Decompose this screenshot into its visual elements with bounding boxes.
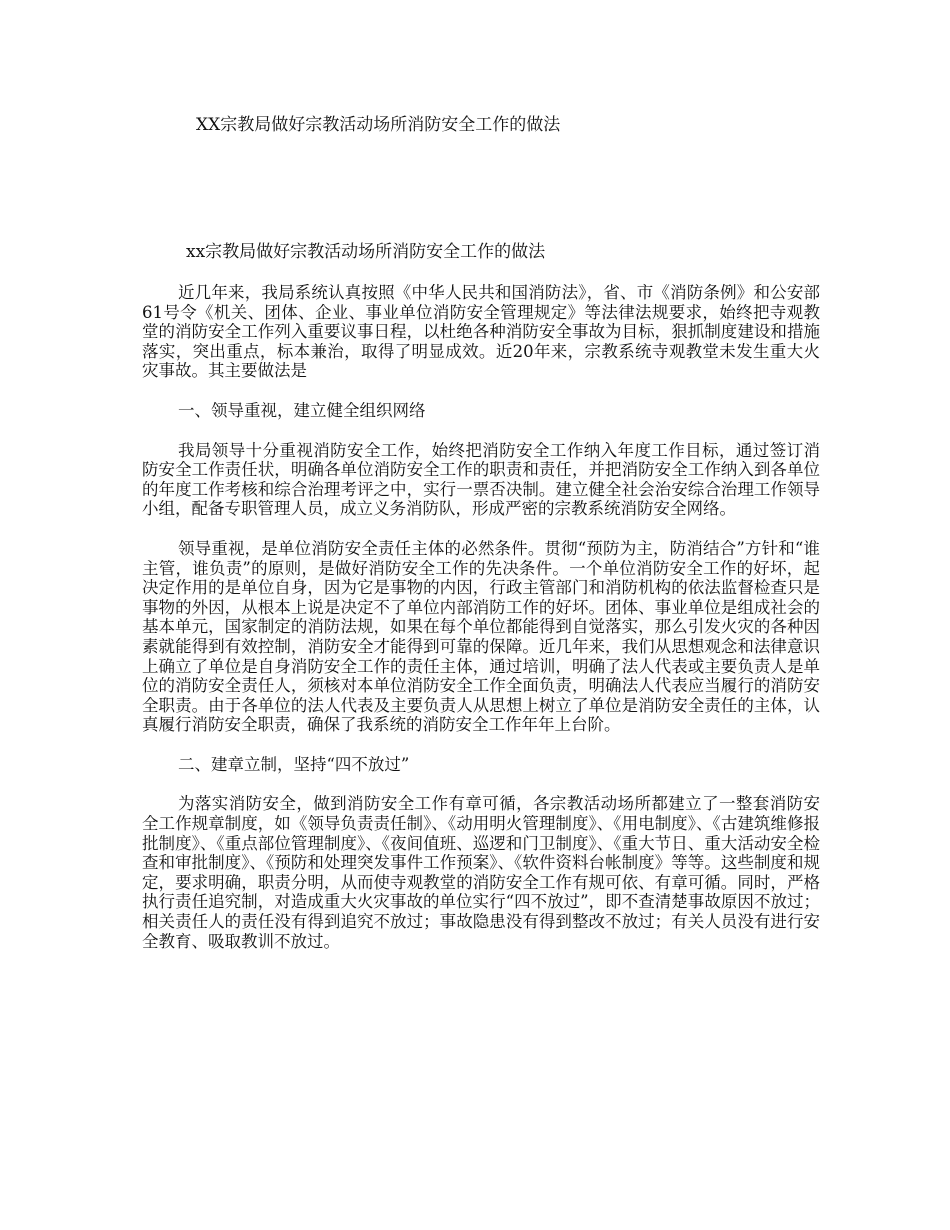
document-title: XX宗教局做好宗教活动场所消防安全工作的做法 bbox=[196, 115, 561, 135]
section-heading-2: 二、建章立制，坚持“四不放过” bbox=[178, 754, 410, 774]
section2-paragraph-1: 为落实消防安全，做到消防安全工作有章可循，各宗教活动场所都建立了一整套消防安全工作规章制度，如《领导负责责任制》、《动用明火管理制度》、《用电制度》、《古建筑维修报批制度》、《重点部位管理制度》、《夜间值班、巡逻和门卫制度》、《重大节日、重大活动安全检查和审批制度》、《预防和处理突发事件工作预案》、《软件资料台帐制度》等等。这些制度和规定，要求明确，职责分明，从而使寺观教堂的消防安全工作有规可依、有章可循。同时，严格执行责任追究制，对造成重大火灾事故的单位实行“四不放过”，即不查清楚事故原因不放过；相关责任人的责任没有得到追究不放过；事故隐患没有得到整改不放过；有关人员没有进行安全教育、吸取教训不放过。 bbox=[142, 794, 820, 951]
section1-paragraph-1: 我局领导十分重视消防安全工作，始终把消防安全工作纳入年度工作目标，通过签订消防安全工作责任状，明确各单位消防安全工作的职责和责任，并把消防安全工作纳入到各单位的年度工作考核和综合治理考评之中，实行一票否决制。建立健全社会治安综合治理工作领导小组，配备专职管理人员，成立义务消防队，形成严密的宗教系统消防安全网络。 bbox=[142, 440, 820, 519]
document-subtitle: xx宗教局做好宗教活动场所消防安全工作的做法 bbox=[186, 242, 546, 262]
intro-paragraph: 近几年来，我局系统认真按照《中华人民共和国消防法》，省、市《消防条例》和公安部61号令《机关、团体、企业、事业单位消防安全管理规定》等法律法规要求，始终把寺观教堂的消防安全工作列入重要议事日程，以杜绝各种消防安全事故为目标，狠抓制度建设和措施落实，突出重点，标本兼治，取得了明显成效。近20年来，宗教系统寺观教堂未发生重大火灾事故。其主要做法是 bbox=[142, 283, 820, 381]
section-heading-1: 一、领导重视，建立健全组织网络 bbox=[178, 400, 426, 420]
section1-paragraph-2: 领导重视，是单位消防安全责任主体的必然条件。贯彻“预防为主，防消结合”方针和“谁主管，谁负责”的原则，是做好消防安全工作的先决条件。一个单位消防安全工作的好坏，起决定作用的是单位自身，因为它是事物的内因，行政主管部门和消防机构的依法监督检查只是事物的外因，从根本上说是决定不了单位内部消防工作的好坏。团体、事业单位是组成社会的基本单元，国家制定的消防法规，如果在每个单位都能得到自觉落实，那么引发火灾的各种因素就能得到有效控制，消防安全才能得到可靠的保障。近几年来，我们从思想观念和法律意识上确立了单位是自身消防安全工作的责任主体，通过培训，明确了法人代表或主要负责人是单位的消防安全责任人，须核对本单位消防安全工作全面负责，明确法人代表应当履行的消防安全职责。由于各单位的法人代表及主要负责人从思想上树立了单位是消防安全责任的主体，认真履行消防安全职责，确保了我系统的消防安全工作年年上台阶。 bbox=[142, 538, 820, 735]
document-body bbox=[142, 283, 820, 951]
